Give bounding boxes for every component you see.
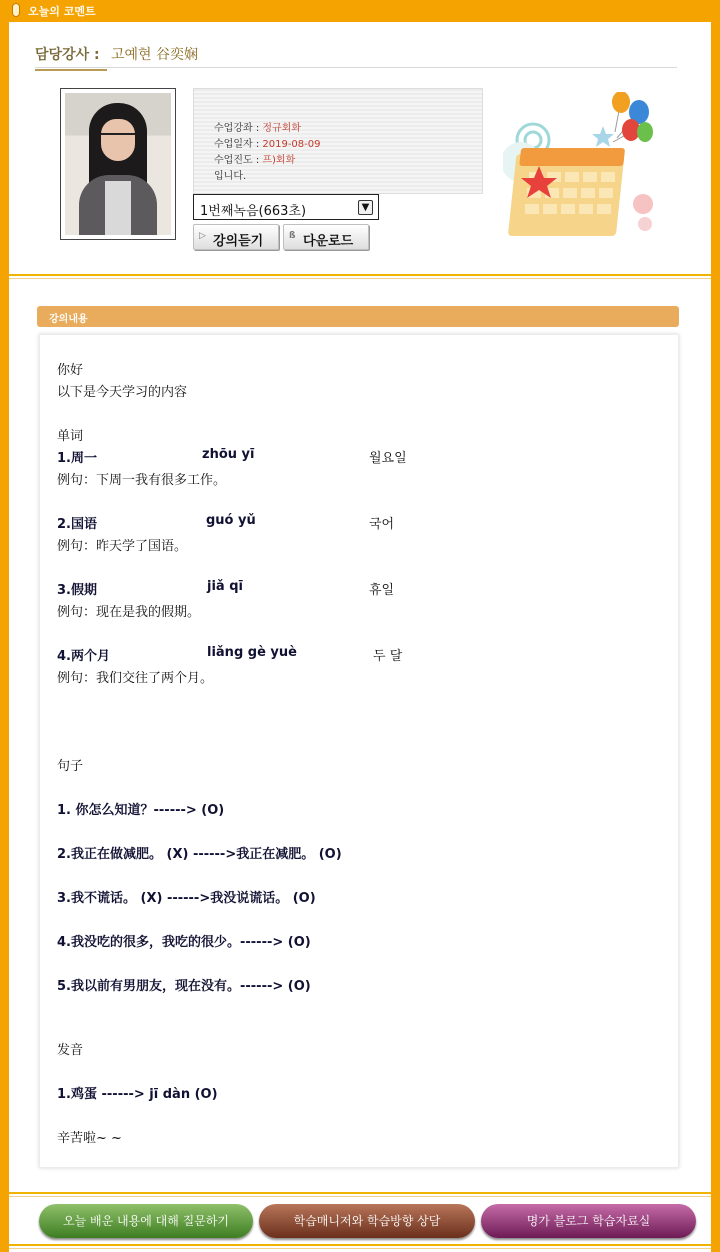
progress-value: 프)회화 bbox=[262, 155, 296, 166]
listen-button[interactable] bbox=[193, 224, 279, 250]
word-4-pinyin: liǎng gè yuè bbox=[207, 645, 297, 660]
ask-question-button[interactable]: 오늘 배운 내용에 대해 질문하기 bbox=[39, 1204, 253, 1238]
course-value: 정규회화 bbox=[262, 123, 302, 134]
section-header bbox=[37, 306, 679, 327]
greeting: 你好 bbox=[57, 363, 84, 378]
comment-icon bbox=[12, 3, 20, 17]
main-panel bbox=[9, 22, 711, 1252]
download-icon: ß bbox=[289, 231, 296, 241]
info-suffix: 입니다. bbox=[214, 171, 247, 182]
sentence-5: 5.我以前有男朋友，现在没有。------> (O) bbox=[57, 979, 311, 994]
word-2: 2.国语 bbox=[57, 517, 97, 532]
download-button[interactable] bbox=[283, 224, 369, 250]
divider-top bbox=[9, 274, 711, 279]
date-label: 수업일자 : bbox=[214, 139, 263, 150]
word-4-example: 例句：我们交往了两个月。 bbox=[57, 671, 214, 686]
word-3-example: 例句：现在是我的假期。 bbox=[57, 605, 201, 620]
date-line bbox=[214, 135, 321, 150]
word-3: 3.假期 bbox=[57, 583, 97, 598]
word-2-pinyin: guó yǔ bbox=[206, 513, 256, 528]
progress-line bbox=[214, 151, 295, 166]
word-2-example: 例句：昨天学了国语。 bbox=[57, 539, 188, 554]
teacher-photo bbox=[60, 88, 176, 240]
word-2-korean: 국어 bbox=[369, 517, 395, 532]
word-4-korean: 두 달 bbox=[373, 649, 403, 664]
consult-manager-button[interactable]: 학습매니저와 학습방향 상담 bbox=[259, 1204, 475, 1238]
sentence-3: 3.我不谎话。 (X) ------>我没说谎话。 (O) bbox=[57, 891, 316, 906]
vocab-title: 单词 bbox=[57, 429, 84, 444]
window-title: 오늘의 코멘트 bbox=[28, 5, 96, 18]
teacher-row bbox=[35, 42, 677, 68]
word-1-korean: 월요일 bbox=[369, 451, 407, 466]
intro: 以下是今天学习的内容 bbox=[57, 385, 188, 400]
title-bar bbox=[0, 0, 720, 22]
pronunciation-item: 1.鸡蛋 ------> jī dàn (O) bbox=[57, 1087, 218, 1102]
word-1-pinyin: zhōu yī bbox=[202, 447, 255, 462]
divider-footer bbox=[9, 1244, 711, 1249]
date-value: 2019-08-09 bbox=[262, 139, 321, 150]
sentence-1: 1. 你怎么知道？------> (O) bbox=[57, 803, 225, 818]
pronunciation-title: 发音 bbox=[57, 1043, 84, 1058]
calendar-illustration-icon bbox=[503, 92, 653, 242]
word-1-example: 例句：下周一我有很多工作。 bbox=[57, 473, 227, 488]
blog-resources-button[interactable]: 명가 블로그 학습자료실 bbox=[481, 1204, 696, 1238]
listen-label: 강의듣기 bbox=[213, 234, 264, 249]
recording-select[interactable] bbox=[193, 194, 379, 220]
course-label: 수업강좌 : bbox=[214, 123, 263, 134]
lesson-info-box bbox=[193, 88, 483, 194]
section-title: 강의내용 bbox=[49, 314, 88, 325]
sentence-4: 4.我没吃的很多，我吃的很少。------> (O) bbox=[57, 935, 311, 950]
divider-bottom bbox=[9, 1192, 711, 1197]
word-1: 1.周一 bbox=[57, 451, 97, 466]
word-4: 4.两个月 bbox=[57, 649, 110, 664]
download-label: 다운로드 bbox=[303, 234, 354, 249]
chevron-down-icon[interactable]: ▼ bbox=[358, 200, 373, 215]
teacher-name: 고예현 谷奕娴 bbox=[111, 47, 199, 63]
word-3-korean: 휴일 bbox=[369, 583, 395, 598]
teacher-label: 담당강사 : bbox=[35, 44, 107, 71]
closing: 辛苦啦~ ~ bbox=[57, 1131, 122, 1146]
sentence-title: 句子 bbox=[57, 759, 84, 774]
sentence-2: 2.我正在做减肥。 (X) ------>我正在减肥。 (O) bbox=[57, 847, 342, 862]
progress-label: 수업진도 : bbox=[214, 155, 263, 166]
word-3-pinyin: jiǎ qī bbox=[207, 579, 243, 594]
play-icon: ▷ bbox=[199, 231, 206, 241]
course-line bbox=[214, 119, 301, 134]
recording-selected: 1번째녹음(663초) bbox=[200, 204, 307, 219]
lesson-content-box bbox=[39, 334, 679, 1168]
